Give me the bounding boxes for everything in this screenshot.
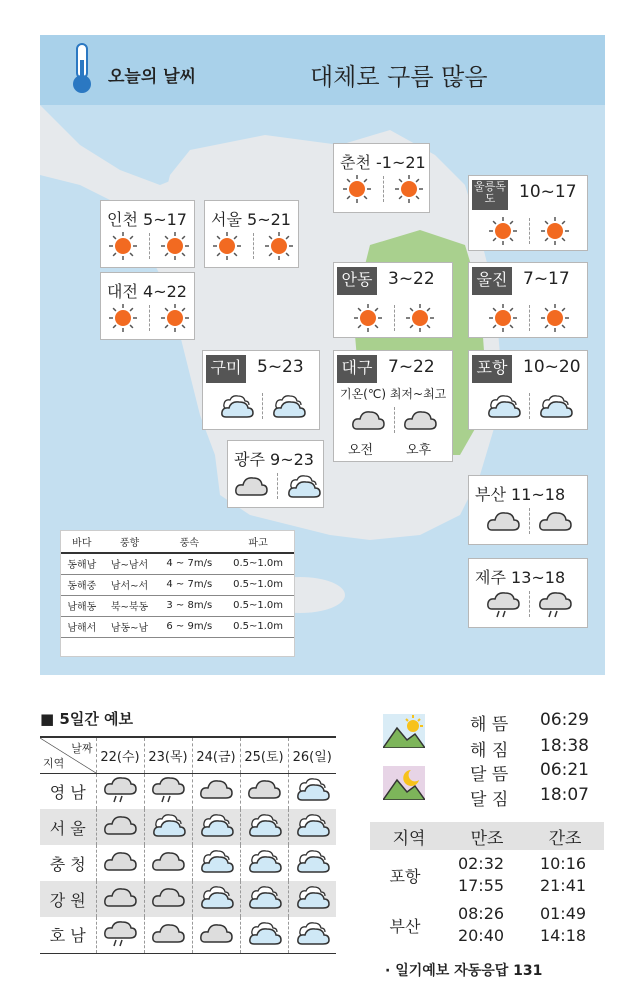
city-tag: 울릉독도 <box>472 180 508 210</box>
sun-time: 06:29 <box>540 710 589 730</box>
divider <box>262 393 263 419</box>
weather-cloudy-icon <box>96 881 144 917</box>
weather-cloudy-icon <box>96 845 144 881</box>
city-tag: 포항 <box>472 355 512 383</box>
sea-cell: 동해남 <box>61 553 103 574</box>
footer-hotline: · 일기예보 자동응답 131 <box>385 963 543 979</box>
tide-low: 21:41 <box>539 876 587 895</box>
city-name: 춘천 -1~21 <box>340 153 426 172</box>
forecast-region: 충 청 <box>49 854 86 874</box>
city-tag: 울진 <box>472 267 512 295</box>
page-title: 오늘의 날씨 <box>108 67 197 87</box>
weather-partly-cloudy-icon <box>240 881 288 917</box>
sea-cell: 남동~남 <box>103 616 157 637</box>
sea-cell: 4 ~ 7m/s <box>156 553 222 574</box>
tide-high: 08:26 <box>457 904 505 923</box>
tide-high: 17:55 <box>457 876 505 895</box>
corner-date-label: 날짜 <box>71 742 93 755</box>
weather-sunny-icon <box>402 303 438 333</box>
forecast-row <box>40 845 336 881</box>
city-box <box>468 175 588 251</box>
divider <box>149 305 150 331</box>
city-name: 제주 13~18 <box>475 568 566 587</box>
divider <box>529 508 530 534</box>
weather-sunny-icon <box>105 303 141 333</box>
corner-region-label: 지역 <box>43 756 65 770</box>
divider <box>149 233 150 259</box>
weather-sunny-icon <box>350 303 386 333</box>
weather-cloudy-icon <box>402 405 438 435</box>
city-tag: 대구 <box>337 355 377 383</box>
city-box <box>100 272 195 340</box>
divider <box>529 393 530 419</box>
weather-partly-cloudy-icon <box>288 845 336 881</box>
sun-label: 달 뜸 <box>470 765 509 785</box>
sea-header: 풍향 <box>103 531 157 553</box>
city-box <box>333 262 453 338</box>
weather-sunny-icon <box>339 174 375 204</box>
sun-time: 18:38 <box>540 736 589 756</box>
weather-partly-cloudy-icon <box>288 917 336 953</box>
forecast-row <box>40 881 336 917</box>
sea-cell: 0.5~1.0m <box>222 553 294 574</box>
forecast-day: 23(목) <box>144 737 192 773</box>
city-box <box>333 350 453 462</box>
weather-partly-cloudy-icon <box>288 809 336 845</box>
weather-sunny-icon <box>485 216 521 246</box>
forecast-title: ■ 5일간 예보 <box>40 710 134 728</box>
city-box <box>468 350 588 430</box>
city-temp-range: 5~23 <box>257 357 304 377</box>
forecast-table <box>40 736 336 954</box>
divider <box>394 407 395 433</box>
tide-high: 20:40 <box>457 926 505 945</box>
weather-cloudy-icon <box>144 881 192 917</box>
city-box <box>333 143 430 213</box>
city-box <box>227 440 324 508</box>
divider <box>394 305 395 331</box>
city-box <box>204 200 299 268</box>
tide-low: 01:49 <box>539 904 587 923</box>
sun-time: 18:07 <box>540 785 589 805</box>
header-bar <box>40 35 605 105</box>
weather-cloudy-icon <box>144 917 192 953</box>
sea-header: 풍속 <box>156 531 222 553</box>
weather-sunny-icon <box>485 303 521 333</box>
forecast-day: 26(일) <box>288 737 336 773</box>
weather-partly-cloudy-icon <box>192 881 240 917</box>
city-name: 부산 11~18 <box>475 485 566 504</box>
divider <box>529 218 530 244</box>
city-name: 서울 5~21 <box>211 210 291 229</box>
weather-rain-icon <box>96 917 144 953</box>
divider <box>277 473 278 499</box>
forecast-region: 강 원 <box>40 881 96 917</box>
weather-rain-icon <box>144 773 192 809</box>
tide-row <box>370 900 604 950</box>
forecast-row <box>40 809 336 845</box>
sea-cell: 0.5~1.0m <box>222 595 294 616</box>
weather-sunny-icon <box>391 174 427 204</box>
sun-time: 06:21 <box>540 760 589 780</box>
tide-low: 10:16 <box>539 854 587 873</box>
forecast-day: 24(금) <box>192 737 240 773</box>
weather-partly-cloudy-icon <box>288 881 336 917</box>
city-tag: 구미 <box>206 355 246 383</box>
weather-sunny-icon <box>261 231 297 261</box>
divider <box>529 591 530 617</box>
tide-low: 14:18 <box>539 926 587 945</box>
sea-cell: 남해동 <box>61 595 103 616</box>
forecast-corner <box>40 737 96 773</box>
legend-am: 오전 <box>348 443 374 458</box>
tide-header: 간조 <box>548 828 582 849</box>
weather-partly-cloudy-icon <box>288 773 336 809</box>
weather-partly-cloudy-icon <box>240 845 288 881</box>
legend-label: 기온(℃) 최저~최고 <box>340 387 447 401</box>
city-name: 광주 9~23 <box>234 450 314 469</box>
sea-cell: 0.5~1.0m <box>222 574 294 595</box>
legend-pm: 오후 <box>406 443 432 458</box>
weather-sunny-icon <box>537 216 573 246</box>
forecast-day: 25(토) <box>240 737 288 773</box>
sea-cell: 남해서 <box>61 616 103 637</box>
city-box <box>468 558 588 628</box>
weather-cloudy-icon <box>485 506 521 536</box>
weather-sunny-icon <box>209 231 245 261</box>
weather-partly-cloudy-icon <box>144 809 192 845</box>
sea-cell: 북~북동 <box>103 595 157 616</box>
weather-partly-cloudy-icon <box>218 391 254 421</box>
forecast-row <box>40 773 336 809</box>
tide-high: 02:32 <box>457 854 505 873</box>
weather-partly-cloudy-icon <box>485 391 521 421</box>
divider <box>253 233 254 259</box>
sea-cell: 0.5~1.0m <box>222 616 294 637</box>
forecast-row <box>40 917 336 953</box>
city-name: 인천 5~17 <box>107 210 187 229</box>
city-tag: 안동 <box>337 267 377 295</box>
city-temp-range: 10~17 <box>519 182 577 202</box>
city-temp-range: 10~20 <box>523 357 581 377</box>
weather-sunny-icon <box>157 231 193 261</box>
sea-header: 바다 <box>61 531 103 553</box>
sea-cell: 남~남서 <box>103 553 157 574</box>
sea-cell: 남서~서 <box>103 574 157 595</box>
sea-cell: 6 ~ 9m/s <box>156 616 222 637</box>
weather-partly-cloudy-icon <box>192 845 240 881</box>
tide-header: 만조 <box>470 828 504 849</box>
divider <box>383 176 384 202</box>
weather-sunny-icon <box>157 303 193 333</box>
sea-cell: 3 ~ 8m/s <box>156 595 222 616</box>
weather-partly-cloudy-icon <box>285 471 321 501</box>
weather-partly-cloudy-icon <box>240 809 288 845</box>
weather-cloudy-icon <box>192 773 240 809</box>
weather-cloudy-icon <box>233 471 269 501</box>
weather-cloudy-icon <box>144 845 192 881</box>
divider <box>529 305 530 331</box>
city-temp-range: 7~17 <box>523 269 570 289</box>
weather-rain-icon <box>537 589 573 619</box>
forecast-region: 서 울 <box>40 809 96 845</box>
tide-header: 지역 <box>392 828 426 849</box>
sea-cell: 4 ~ 7m/s <box>156 574 222 595</box>
sea-header: 파고 <box>222 531 294 553</box>
forecast-region: 호 남 <box>40 917 96 953</box>
forecast-day: 22(수) <box>96 737 144 773</box>
weather-cloudy-icon <box>350 405 386 435</box>
thermometer-icon <box>70 42 94 94</box>
sun-label: 해 짐 <box>470 741 509 761</box>
city-box <box>468 475 588 545</box>
city-temp-range: 3~22 <box>388 269 435 289</box>
summary-text: 대체로 구름 많음 <box>310 63 488 91</box>
weather-cloudy-icon <box>240 773 288 809</box>
weather-sunny-icon <box>537 303 573 333</box>
sun-mountain-icon <box>383 714 425 748</box>
weather-rain-icon <box>96 773 144 809</box>
weather-partly-cloudy-icon <box>270 391 306 421</box>
city-box <box>202 350 320 430</box>
tide-table <box>370 822 604 950</box>
weather-partly-cloudy-icon <box>192 809 240 845</box>
sea-cell: 동해중 <box>61 574 103 595</box>
city-box <box>468 262 588 338</box>
weather-partly-cloudy-icon <box>537 391 573 421</box>
weather-cloudy-icon <box>192 917 240 953</box>
weather-sunny-icon <box>105 231 141 261</box>
city-box <box>100 200 195 268</box>
sun-label: 해 뜸 <box>470 715 509 735</box>
weather-rain-icon <box>485 589 521 619</box>
tide-location: 포항 <box>389 866 421 886</box>
city-temp-range: 7~22 <box>388 357 435 377</box>
tide-row <box>370 850 604 900</box>
sun-label: 달 짐 <box>470 790 509 810</box>
city-name: 대전 4~22 <box>107 282 187 301</box>
weather-partly-cloudy-icon <box>240 917 288 953</box>
moon-mountain-icon <box>383 766 425 800</box>
weather-cloudy-icon <box>96 809 144 845</box>
tide-location: 부산 <box>389 916 421 936</box>
forecast-region: 영 남 <box>49 782 86 802</box>
weather-cloudy-icon <box>537 506 573 536</box>
